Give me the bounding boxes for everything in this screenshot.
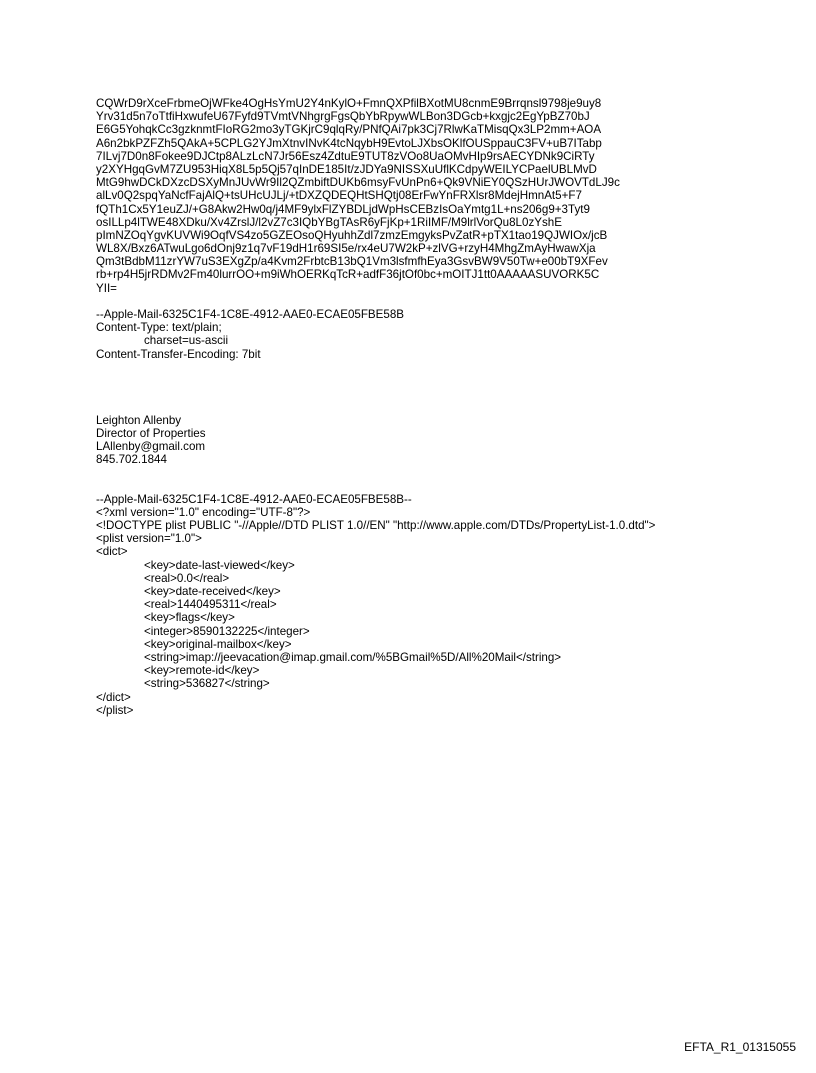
document-page — [96, 97, 736, 717]
base64-line: Yrv31d5n7oTtfiHxwufeU67Fyfd9TVmtVNhgrgFgsQbYbRpywWLBon3DGcb+kxgjc2EgYpBZ70bJ — [96, 110, 590, 124]
base64-line: E6G5YohqkCc3gzknmtFIoRG2mo3yTGKjrC9qlqRy/PNfQAi7pk3Cj7RlwKaTMisqQx3LP2mm+AOA — [96, 123, 602, 137]
base64-line: A6n2bkPZFZh5QAkA+5CPLG2YJmXtnvINvK4tcNqybH9EvtoLJXbsOKlfOUSppauC3FV+uB7ITabp — [96, 136, 602, 150]
plist-entry: <key>date-received</key> — [144, 585, 281, 599]
content-type: Content-Type: text/plain; — [96, 321, 222, 335]
signature-phone: 845.702.1844 — [96, 453, 167, 467]
plist-entry: <string>536827</string> — [144, 677, 270, 691]
plist-entry: <key>flags</key> — [144, 611, 235, 625]
plist-entry: <key>date-last-viewed</key> — [144, 558, 295, 572]
signature-title: Director of Properties — [96, 426, 206, 440]
mime-part-header — [96, 308, 736, 361]
plist-section — [96, 493, 736, 717]
base64-block — [96, 97, 736, 295]
charset: charset=us-ascii — [144, 334, 229, 348]
spacer — [96, 466, 736, 492]
base64-line: CQWrD9rXceFrbmeOjWFke4OgHsYmU2Y4nKylO+FmnQXPfilBXotMU8cnmE9Brrqnsl9798je9uy8 — [96, 97, 602, 110]
document-id-footer: EFTA_R1_01315055 — [684, 1040, 796, 1054]
base64-line: fQTh1Cx5Y1euZJ/+G8Akw2Hw0q/j4MF9ylxFlZYBDLjdWpHsCEBzIsOaYmtg1L+ns206g9+3Tyt9 — [96, 202, 590, 216]
transfer-encoding: Content-Transfer-Encoding: 7bit — [96, 347, 261, 361]
plist-doctype: <!DOCTYPE plist PUBLIC "-//Apple//DTD PLIST 1.0//EN" "http://www.apple.com/DTDs/PropertyList-1.0.dtd"> — [96, 519, 656, 533]
base64-line: alLv0Q2spqYaNcfFajAlQ+tsUHcUJLj/+tDXZQDEQHtSHQtj08ErFwYnFRXlsr8MdejHmnAt5+F7 — [96, 189, 582, 203]
mime-boundary: --Apple-Mail-6325C1F4-1C8E-4912-AAE0-ECAE05FBE58B — [96, 308, 405, 321]
spacer — [96, 295, 736, 308]
signature-email: LAllenby@gmail.com — [96, 439, 206, 453]
base64-line: Qm3tBdbM11zrYW7uS3EXgZp/a4Kvm2FrbtcB13bQ1Vm3lsfmfhEya3GsvBW9V50Tw+e00bT9XFev — [96, 255, 608, 269]
plist-open-tag: <plist version="1.0"> — [96, 532, 202, 546]
spacer — [96, 361, 736, 414]
base64-line: MtG9hwDCkDXzcDSXyMnJUvWr9Il2QZmbiftDUKb6msyFvUnPn6+Qk9VNiEY0QSzHUrJWOVTdLJ9c — [96, 176, 620, 190]
plist-entry: <key>remote-id</key> — [144, 664, 260, 678]
plist-close-tag: </plist> — [96, 703, 134, 717]
dict-open-tag: <dict> — [96, 545, 128, 559]
signature-name: Leighton Allenby — [96, 413, 182, 427]
plist-entry: <real>1440495311</real> — [144, 598, 277, 612]
base64-line: 7ILvj7D0n8Fokee9DJCtp8ALzLcN7Jr56Esz4ZdtuE9TUT8zVOo8UaOMvHIp9rsAECYDNk9CiRTy — [96, 149, 595, 163]
plist-entry: <integer>8590132225</integer> — [144, 624, 310, 638]
base64-line: WL8X/Bxz6ATwuLgo6dOnj9z1q7vF19dH1r69SI5e/rx4eU7W2kP+zlVG+rzyH4MhgZmAyHwawXja — [96, 242, 596, 256]
base64-line: YII= — [96, 281, 117, 295]
email-signature — [96, 414, 736, 467]
plist-entry: <key>original-mailbox</key> — [144, 637, 292, 651]
base64-line: osILLp4lTWE48XDku/Xv4ZrslJ/l2vZ7c3IQbYBgTAsR6yFjKp+1RiIMF/M9lrlVorQu8L0zYshE — [96, 215, 562, 229]
base64-line: pImNZOqYgvKUVWi9OqfVS4zo5GZEOsoQHyuhhZdl7zmzEmgyksPvZatR+pTX1tao19QJWIOx/jcB — [96, 228, 608, 242]
base64-line: y2XYHgqGvM7ZU953HiqX8L5p5Qj57qInDE185It/zJDYa9NISSXuUflKCdpyWEILYCPaelUBLMvD — [96, 162, 597, 176]
base64-line: rb+rp4H5jrRDMv2Fm40lurrOO+m9iWhOERKqTcR+adfF36jtOf0bc+mOITJ1tt0AAAAASUVORK5C — [96, 268, 600, 282]
plist-entry: <string>imap://jeevacation@imap.gmail.com/%5BGmail%5D/All%20Mail</string> — [144, 650, 562, 664]
plist-entry: <real>0.0</real> — [144, 571, 230, 585]
closing-boundary: --Apple-Mail-6325C1F4-1C8E-4912-AAE0-ECAE05FBE58B-- — [96, 492, 412, 506]
dict-close-tag: </dict> — [96, 690, 131, 704]
xml-declaration: <?xml version="1.0" encoding="UTF-8"?> — [96, 505, 311, 519]
